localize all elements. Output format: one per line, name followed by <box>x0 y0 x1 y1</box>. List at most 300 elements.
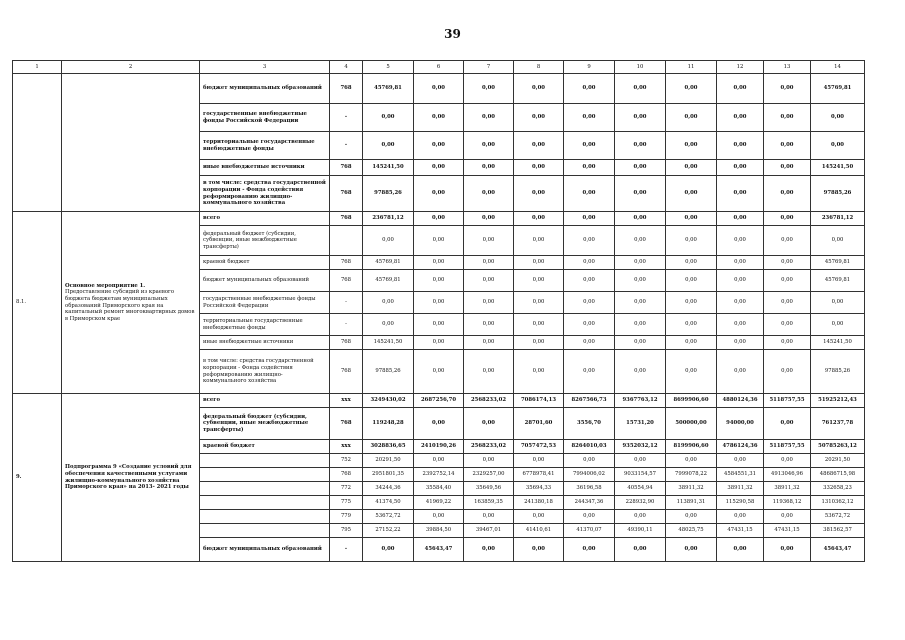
value-cell: 0,00 <box>564 270 615 292</box>
value-cell: 45769,81 <box>363 74 414 104</box>
value-cell: 0,00 <box>464 454 514 468</box>
value-cell: 8199906,60 <box>666 440 717 454</box>
source-cell: федеральный бюджет (субсидии, субвенции, иные межбюджетные трансферты) <box>200 226 330 256</box>
value-cell: 0,00 <box>717 132 764 160</box>
value-cell: 0,00 <box>764 256 811 270</box>
value-cell: 163859,35 <box>464 496 514 510</box>
value-cell: 0,00 <box>764 314 811 336</box>
measure-description: Предоставление субсидий из краевого бюджета бюджетам муниципальных образований Приморского края на капитальный ремонт многоквартирных домов в Приморском крае <box>65 289 195 322</box>
value-cell: 332658,23 <box>811 482 865 496</box>
value-cell: 145241,50 <box>363 336 414 350</box>
value-cell: 0,00 <box>666 256 717 270</box>
row-title-cell <box>62 74 200 212</box>
value-cell: 0,00 <box>464 350 514 394</box>
code-cell: 768 <box>330 256 363 270</box>
value-cell: 0,00 <box>717 292 764 314</box>
value-cell: 0,00 <box>464 538 514 562</box>
value-cell: 20291,50 <box>811 454 865 468</box>
value-cell: 0,00 <box>464 256 514 270</box>
source-cell <box>200 482 330 496</box>
value-cell: 0,00 <box>414 292 464 314</box>
value-cell: 0,00 <box>564 538 615 562</box>
value-cell: 0,00 <box>717 336 764 350</box>
source-cell <box>200 496 330 510</box>
page-number: 39 <box>444 27 461 41</box>
value-cell: 0,00 <box>464 226 514 256</box>
value-cell: 41969,22 <box>414 496 464 510</box>
value-cell: 45769,81 <box>811 256 865 270</box>
value-cell: 2392752,14 <box>414 468 464 482</box>
value-cell: 0,00 <box>464 336 514 350</box>
value-cell: 0,00 <box>564 226 615 256</box>
code-cell: ххх <box>330 440 363 454</box>
value-cell: 0,00 <box>564 176 615 212</box>
value-cell: 0,00 <box>464 270 514 292</box>
value-cell: 9352032,12 <box>615 440 666 454</box>
value-cell: 8264010,03 <box>564 440 615 454</box>
header-cell: 7 <box>464 61 514 74</box>
source-cell: бюджет муниципальных образований <box>200 270 330 292</box>
value-cell: 41410,61 <box>514 524 564 538</box>
value-cell: 0,00 <box>514 212 564 226</box>
source-cell <box>200 454 330 468</box>
value-cell: 119248,28 <box>363 408 414 440</box>
value-cell: 47431,15 <box>717 524 764 538</box>
value-cell: 7999078,22 <box>666 468 717 482</box>
value-cell: 0,00 <box>464 292 514 314</box>
value-cell: 0,00 <box>514 314 564 336</box>
header-cell: 10 <box>615 61 666 74</box>
value-cell: 53672,72 <box>811 510 865 524</box>
value-cell: 6778978,41 <box>514 468 564 482</box>
value-cell: 3556,70 <box>564 408 615 440</box>
source-cell: государственные внебюджетные фонды Российской Федерации <box>200 104 330 132</box>
value-cell: 0,00 <box>666 454 717 468</box>
value-cell: 0,00 <box>615 350 666 394</box>
value-cell: 4880124,36 <box>717 394 764 408</box>
value-cell: 2329257,00 <box>464 468 514 482</box>
value-cell: 0,00 <box>666 226 717 256</box>
value-cell: 0,00 <box>564 314 615 336</box>
header-cell: 5 <box>363 61 414 74</box>
value-cell: 48686715,98 <box>811 468 865 482</box>
measure-title: Основное мероприятие 1. <box>65 282 146 289</box>
value-cell: 0,00 <box>717 226 764 256</box>
value-cell: 0,00 <box>464 408 514 440</box>
code-cell: 779 <box>330 510 363 524</box>
value-cell: 27152,22 <box>363 524 414 538</box>
value-cell: 0,00 <box>666 270 717 292</box>
source-cell: краевой бюджет <box>200 256 330 270</box>
value-cell: 0,00 <box>615 270 666 292</box>
value-cell: 0,00 <box>514 74 564 104</box>
header-cell: 8 <box>514 61 564 74</box>
budget-table <box>12 60 865 562</box>
value-cell: 0,00 <box>514 132 564 160</box>
value-cell: 0,00 <box>717 350 764 394</box>
value-cell: 236781,12 <box>363 212 414 226</box>
value-cell: 97885,26 <box>363 350 414 394</box>
value-cell: 0,00 <box>464 510 514 524</box>
code-cell: 768 <box>330 270 363 292</box>
value-cell: 41370,07 <box>564 524 615 538</box>
value-cell: 0,00 <box>363 132 414 160</box>
value-cell: 0,00 <box>666 160 717 176</box>
value-cell: 2568233,02 <box>464 440 514 454</box>
value-cell: 0,00 <box>764 408 811 440</box>
value-cell: 0,00 <box>414 510 464 524</box>
code-cell: - <box>330 104 363 132</box>
source-cell: территориальные государственные внебюджетные фонды <box>200 314 330 336</box>
value-cell: 0,00 <box>764 132 811 160</box>
value-cell: 0,00 <box>363 538 414 562</box>
value-cell: 0,00 <box>717 160 764 176</box>
value-cell: 0,00 <box>564 212 615 226</box>
value-cell: 0,00 <box>615 510 666 524</box>
source-cell <box>200 524 330 538</box>
value-cell: 500000,00 <box>666 408 717 440</box>
code-cell: - <box>330 314 363 336</box>
source-cell: территориальные государственные внебюджетные фонды <box>200 132 330 160</box>
value-cell: 0,00 <box>615 74 666 104</box>
value-cell: 38911,32 <box>666 482 717 496</box>
value-cell: 0,00 <box>717 454 764 468</box>
value-cell: 0,00 <box>363 104 414 132</box>
value-cell: 38911,32 <box>717 482 764 496</box>
code-cell: - <box>330 292 363 314</box>
value-cell: 145241,50 <box>363 160 414 176</box>
value-cell: 0,00 <box>564 160 615 176</box>
value-cell: 35649,56 <box>464 482 514 496</box>
value-cell: 9033154,57 <box>615 468 666 482</box>
value-cell: 0,00 <box>666 510 717 524</box>
value-cell: 0,00 <box>615 256 666 270</box>
value-cell: 28701,60 <box>514 408 564 440</box>
source-cell: иные внебюджетные источники <box>200 160 330 176</box>
value-cell: 0,00 <box>615 314 666 336</box>
value-cell: 0,00 <box>514 350 564 394</box>
value-cell: 0,00 <box>414 132 464 160</box>
value-cell: 20291,50 <box>363 454 414 468</box>
value-cell: 53672,72 <box>363 510 414 524</box>
value-cell: 0,00 <box>764 510 811 524</box>
value-cell: 0,00 <box>363 226 414 256</box>
value-cell: 0,00 <box>464 314 514 336</box>
value-cell: 97885,26 <box>811 176 865 212</box>
value-cell: 0,00 <box>514 160 564 176</box>
code-cell: - <box>330 132 363 160</box>
value-cell: 0,00 <box>514 176 564 212</box>
value-cell: 0,00 <box>717 104 764 132</box>
code-cell: 768 <box>330 468 363 482</box>
code-cell: 795 <box>330 524 363 538</box>
source-cell: государственные внебюджетные фонды Российской Федерации <box>200 292 330 314</box>
source-cell: бюджет муниципальных образований <box>200 74 330 104</box>
value-cell: 0,00 <box>811 314 865 336</box>
value-cell: 0,00 <box>666 74 717 104</box>
value-cell: 0,00 <box>717 256 764 270</box>
value-cell: 4786124,36 <box>717 440 764 454</box>
code-cell: 772 <box>330 482 363 496</box>
source-cell: бюджет муниципальных образований <box>200 538 330 562</box>
value-cell: 2951801,35 <box>363 468 414 482</box>
value-cell: 0,00 <box>764 176 811 212</box>
value-cell: 0,00 <box>764 292 811 314</box>
value-cell: 3028836,65 <box>363 440 414 454</box>
value-cell: 228932,90 <box>615 496 666 510</box>
row-title-cell <box>62 212 200 394</box>
code-cell: ххх <box>330 394 363 408</box>
value-cell: 0,00 <box>514 104 564 132</box>
header-cell: 2 <box>62 61 200 74</box>
value-cell: 35584,40 <box>414 482 464 496</box>
value-cell: 0,00 <box>764 160 811 176</box>
value-cell: 0,00 <box>666 336 717 350</box>
value-cell: 38911,32 <box>764 482 811 496</box>
value-cell: 0,00 <box>564 510 615 524</box>
value-cell: 0,00 <box>717 314 764 336</box>
value-cell: 0,00 <box>564 104 615 132</box>
value-cell: 0,00 <box>666 538 717 562</box>
value-cell: 381562,57 <box>811 524 865 538</box>
row-number-cell <box>13 74 62 212</box>
value-cell: 45643,47 <box>414 538 464 562</box>
value-cell: 119368,12 <box>764 496 811 510</box>
value-cell: 2568233,02 <box>464 394 514 408</box>
value-cell: 0,00 <box>717 74 764 104</box>
value-cell: 0,00 <box>615 292 666 314</box>
value-cell: 0,00 <box>615 104 666 132</box>
value-cell: 0,00 <box>564 350 615 394</box>
value-cell: 4913046,96 <box>764 468 811 482</box>
value-cell: 0,00 <box>464 104 514 132</box>
value-cell: 0,00 <box>615 226 666 256</box>
value-cell: 0,00 <box>514 226 564 256</box>
source-cell: всего <box>200 394 330 408</box>
value-cell: 0,00 <box>666 212 717 226</box>
value-cell: 113891,31 <box>666 496 717 510</box>
value-cell: 45769,81 <box>811 74 865 104</box>
value-cell: 0,00 <box>414 104 464 132</box>
value-cell: 0,00 <box>564 74 615 104</box>
header-cell: 13 <box>764 61 811 74</box>
value-cell: 0,00 <box>666 350 717 394</box>
value-cell: 0,00 <box>464 212 514 226</box>
value-cell: 0,00 <box>414 408 464 440</box>
value-cell: 34244,36 <box>363 482 414 496</box>
row-title-cell <box>62 394 200 562</box>
value-cell: 45769,81 <box>811 270 865 292</box>
value-cell: 1310362,12 <box>811 496 865 510</box>
value-cell: 115290,58 <box>717 496 764 510</box>
value-cell: 145241,50 <box>811 336 865 350</box>
value-cell: 761237,78 <box>811 408 865 440</box>
value-cell: 0,00 <box>615 336 666 350</box>
value-cell: 9367763,12 <box>615 394 666 408</box>
value-cell: 3249430,02 <box>363 394 414 408</box>
value-cell: 0,00 <box>414 74 464 104</box>
value-cell: 0,00 <box>464 176 514 212</box>
source-cell: в том числе: средства государственной корпорации - Фонда содействия реформированию жилищно-коммунального хозяйства <box>200 176 330 212</box>
value-cell: 0,00 <box>811 104 865 132</box>
code-cell: 768 <box>330 350 363 394</box>
value-cell: 50785263,12 <box>811 440 865 454</box>
value-cell: 2687256,70 <box>414 394 464 408</box>
value-cell: 0,00 <box>666 176 717 212</box>
value-cell: 0,00 <box>615 176 666 212</box>
value-cell: 0,00 <box>764 104 811 132</box>
value-cell: 0,00 <box>717 510 764 524</box>
source-cell: краевой бюджет <box>200 440 330 454</box>
value-cell: 0,00 <box>514 538 564 562</box>
value-cell: 0,00 <box>666 132 717 160</box>
value-cell: 51925212,43 <box>811 394 865 408</box>
value-cell: 0,00 <box>564 454 615 468</box>
value-cell: 0,00 <box>514 256 564 270</box>
value-cell: 0,00 <box>514 292 564 314</box>
value-cell: 244347,36 <box>564 496 615 510</box>
value-cell: 0,00 <box>414 226 464 256</box>
value-cell: 0,00 <box>615 160 666 176</box>
value-cell: 0,00 <box>464 132 514 160</box>
source-cell: иные внебюджетные источники <box>200 336 330 350</box>
header-cell: 3 <box>200 61 330 74</box>
value-cell: 5118757,55 <box>764 394 811 408</box>
value-cell: 5118757,55 <box>764 440 811 454</box>
value-cell: 0,00 <box>764 74 811 104</box>
header-cell: 14 <box>811 61 865 74</box>
value-cell: 97885,26 <box>811 350 865 394</box>
value-cell: 0,00 <box>363 314 414 336</box>
value-cell: 0,00 <box>514 270 564 292</box>
value-cell: 0,00 <box>564 132 615 160</box>
value-cell: 0,00 <box>514 454 564 468</box>
value-cell: 0,00 <box>414 314 464 336</box>
value-cell: 0,00 <box>564 256 615 270</box>
value-cell: 0,00 <box>363 292 414 314</box>
value-cell: 0,00 <box>514 510 564 524</box>
value-cell: 145241,50 <box>811 160 865 176</box>
source-cell <box>200 468 330 482</box>
source-cell: в том числе: средства государственной корпорации - Фонда содействия реформированию жилищно-коммунального хозяйства <box>200 350 330 394</box>
value-cell: 94000,00 <box>717 408 764 440</box>
value-cell: 0,00 <box>764 226 811 256</box>
value-cell: 0,00 <box>414 176 464 212</box>
value-cell: 0,00 <box>811 132 865 160</box>
value-cell: 39467,01 <box>464 524 514 538</box>
value-cell: 7057472,53 <box>514 440 564 454</box>
header-cell: 6 <box>414 61 464 74</box>
value-cell: 4584551,31 <box>717 468 764 482</box>
value-cell: 49390,11 <box>615 524 666 538</box>
value-cell: 47431,15 <box>764 524 811 538</box>
code-cell: 768 <box>330 160 363 176</box>
value-cell: 0,00 <box>764 270 811 292</box>
value-cell: 0,00 <box>666 314 717 336</box>
value-cell: 0,00 <box>764 538 811 562</box>
code-cell: 768 <box>330 212 363 226</box>
value-cell: 8267566,73 <box>564 394 615 408</box>
table-row <box>13 212 865 226</box>
value-cell: 0,00 <box>666 292 717 314</box>
value-cell: 8699906,60 <box>666 394 717 408</box>
value-cell: 0,00 <box>717 212 764 226</box>
header-cell: 9 <box>564 61 615 74</box>
row-number-cell <box>13 212 62 394</box>
value-cell: 0,00 <box>514 336 564 350</box>
value-cell: 39884,50 <box>414 524 464 538</box>
source-cell: федеральный бюджет (субсидии, субвенции, иные межбюджетные трансферты) <box>200 408 330 440</box>
code-cell: 768 <box>330 74 363 104</box>
value-cell: 0,00 <box>717 270 764 292</box>
value-cell: 7086174,13 <box>514 394 564 408</box>
value-cell: 35694,33 <box>514 482 564 496</box>
code-cell: - <box>330 538 363 562</box>
value-cell: 41374,50 <box>363 496 414 510</box>
value-cell: 0,00 <box>615 212 666 226</box>
value-cell: 0,00 <box>615 454 666 468</box>
header-cell: 4 <box>330 61 363 74</box>
value-cell: 0,00 <box>811 226 865 256</box>
value-cell: 0,00 <box>564 292 615 314</box>
value-cell: 45769,81 <box>363 270 414 292</box>
row-number: 8.1. <box>16 299 27 306</box>
subprogram-title: Подпрограмма 9 «Создание условий для обеспечения качественными услугами жилищно-коммунального хозяйства Приморского края» на 2013- 2021 годы <box>65 464 192 491</box>
value-cell: 0,00 <box>717 176 764 212</box>
value-cell: 236781,12 <box>811 212 865 226</box>
row-number: 9. <box>16 474 22 481</box>
code-cell: 768 <box>330 336 363 350</box>
value-cell: 0,00 <box>414 160 464 176</box>
code-cell: 775 <box>330 496 363 510</box>
value-cell: 0,00 <box>811 292 865 314</box>
code-cell: 768 <box>330 408 363 440</box>
value-cell: 97885,26 <box>363 176 414 212</box>
header-row <box>13 61 865 74</box>
value-cell: 0,00 <box>414 256 464 270</box>
header-cell: 1 <box>13 61 62 74</box>
value-cell: 36196,58 <box>564 482 615 496</box>
value-cell: 0,00 <box>414 454 464 468</box>
source-cell: всего <box>200 212 330 226</box>
value-cell: 0,00 <box>764 212 811 226</box>
value-cell: 45643,47 <box>811 538 865 562</box>
code-cell: 752 <box>330 454 363 468</box>
value-cell: 2410190,26 <box>414 440 464 454</box>
value-cell: 0,00 <box>414 212 464 226</box>
value-cell: 0,00 <box>764 350 811 394</box>
value-cell: 0,00 <box>764 454 811 468</box>
row-number-cell <box>13 394 62 562</box>
value-cell: 7994006,02 <box>564 468 615 482</box>
value-cell: 0,00 <box>414 350 464 394</box>
value-cell: 0,00 <box>464 74 514 104</box>
code-cell: 768 <box>330 176 363 212</box>
value-cell: 0,00 <box>414 336 464 350</box>
value-cell: 0,00 <box>464 160 514 176</box>
header-cell: 12 <box>717 61 764 74</box>
value-cell: 0,00 <box>564 336 615 350</box>
header-cell: 11 <box>666 61 717 74</box>
source-cell <box>200 510 330 524</box>
table-row <box>13 74 865 104</box>
value-cell: 241380,18 <box>514 496 564 510</box>
value-cell: 15731,20 <box>615 408 666 440</box>
table-row <box>13 394 865 408</box>
value-cell: 48025,75 <box>666 524 717 538</box>
value-cell: 0,00 <box>764 336 811 350</box>
value-cell: 0,00 <box>414 270 464 292</box>
